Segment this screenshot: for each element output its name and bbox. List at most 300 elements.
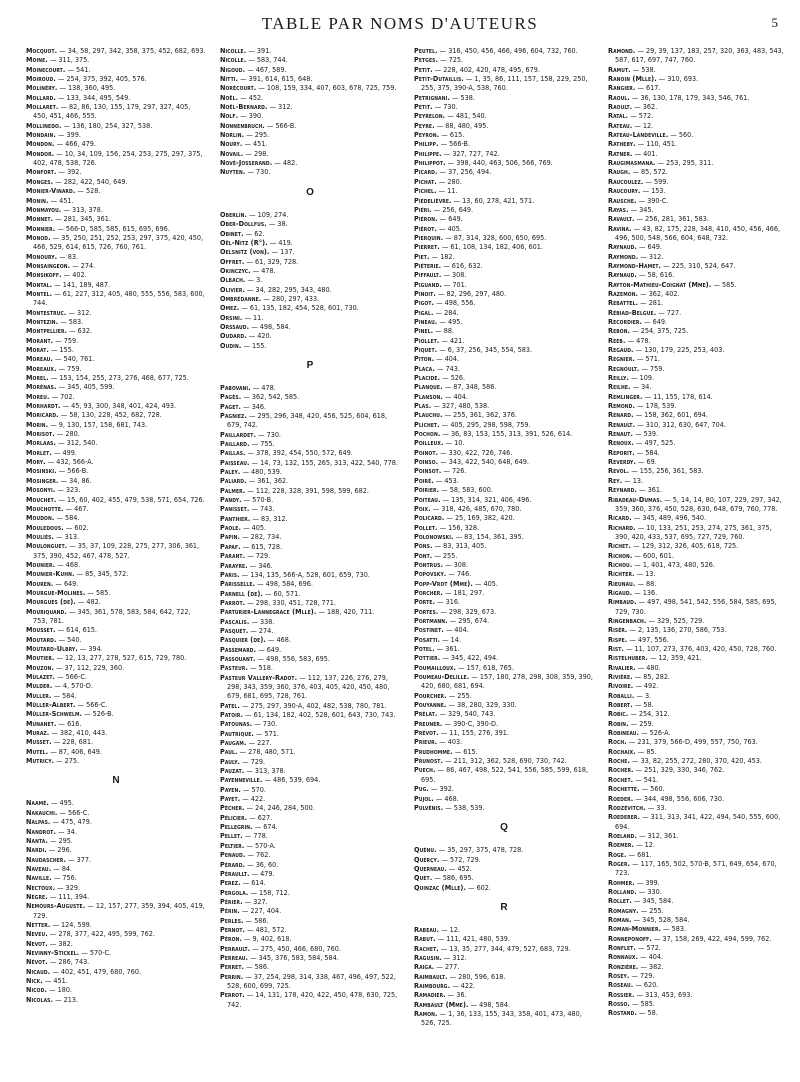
index-entry <box>608 850 788 859</box>
page-references: — 137. <box>269 247 295 257</box>
page-references: — 58, 583, 600. <box>439 485 493 495</box>
index-entry <box>414 925 594 934</box>
author-name: Raymond-Hamet. <box>608 260 662 270</box>
author-name: Pont. <box>414 550 433 560</box>
page-references: — 498, 556, 583, 695. <box>255 653 330 663</box>
author-name: Rivoire. <box>608 681 634 691</box>
index-entry <box>26 149 206 168</box>
author-name: Norécourt. <box>220 83 257 93</box>
page-references: — 743. <box>249 504 275 514</box>
author-name: Rabut. <box>414 934 436 944</box>
index-entry <box>26 798 206 807</box>
page-references: — 570-B. <box>241 495 274 505</box>
page-references: — 614. <box>240 878 266 888</box>
index-entry <box>414 121 594 130</box>
index-entry <box>608 429 788 438</box>
index-entry <box>608 308 788 317</box>
index-entry <box>26 855 206 864</box>
index-entry <box>26 845 206 854</box>
author-name: Petges. <box>414 55 439 65</box>
index-entry <box>26 901 206 920</box>
index-entry <box>220 990 400 1009</box>
page-references: — 60, 571. <box>262 588 301 598</box>
author-name: Porcher. <box>414 587 443 597</box>
page-references: — 572. <box>635 943 661 952</box>
page-references: — 158, 712. <box>248 887 290 897</box>
page-references: — 329, 525, 729. <box>646 615 705 625</box>
author-name: Nakauchi. <box>26 807 58 817</box>
index-entry <box>414 55 594 64</box>
page-references: — 362. <box>632 102 658 112</box>
author-name: Ragusin. <box>414 952 442 962</box>
author-name: Morlaas. <box>26 438 57 448</box>
index-entry <box>608 588 788 597</box>
index-entry <box>26 948 206 957</box>
author-name: Moine. <box>26 55 48 65</box>
index-entry <box>26 929 206 938</box>
index-entry <box>608 691 788 700</box>
page-references: — 570. <box>240 784 266 794</box>
author-name: Moutier. <box>26 653 55 663</box>
index-entry <box>26 224 206 233</box>
page-references: — 157, 180, 278, 298, 308, 359, 390, 420, 680, 681, 694. <box>421 672 593 691</box>
page-references: — 318, 426, 485, 670, 780. <box>430 503 522 513</box>
author-name: Raoult. <box>608 102 633 112</box>
page-references: — 480. <box>635 662 661 672</box>
page-references: — 112, 137, 226, 276, 279, 298, 343, 359, 360, 376, 403, 405, 420, 450, 480, 679, 681, 695, 728, 761. <box>227 672 390 701</box>
author-name: Mocquot. <box>26 46 58 55</box>
index-entry <box>414 653 594 662</box>
index-entry <box>608 382 788 391</box>
index-entry <box>608 111 788 120</box>
page-references: — 188, 420, 711. <box>316 607 375 617</box>
author-name: Morant. <box>26 335 54 345</box>
index-entry <box>608 990 788 999</box>
page-references: — 88. <box>433 326 455 336</box>
page-references: — 5, 14, 14, 80, 107, 229, 297, 342, 359, 360, 376, 450, 528, 630, 648, 679, 760, 778. <box>615 494 782 513</box>
index-entry <box>26 691 206 700</box>
page-references: — 649. <box>636 242 662 252</box>
page-references: — 584. <box>634 447 660 457</box>
index-entry <box>26 737 206 746</box>
author-name: Pons. <box>414 541 433 551</box>
author-name: Ricard. <box>608 513 632 523</box>
author-name: Perrot. <box>220 990 245 1000</box>
page-references: — 391, 614, 615, 648. <box>238 74 313 84</box>
page-references: — 468. <box>55 559 81 569</box>
index-entry <box>414 289 594 298</box>
page-references: — 495. <box>48 798 74 808</box>
author-name: Nevinny-Stickel. <box>26 947 80 957</box>
index-entry <box>414 46 594 55</box>
index-entry <box>608 65 788 74</box>
author-name: Ronzière. <box>608 961 639 971</box>
page-references: — 10, 34, 109, 156, 254, 253, 275, 297, 375, 402, 478, 538, 726. <box>33 148 203 168</box>
index-entry <box>414 663 594 672</box>
page-references: — 730. <box>256 429 281 439</box>
index-entry <box>414 532 594 541</box>
index-entry <box>414 625 594 634</box>
author-name: Popp-Vrot (Mme). <box>414 578 473 588</box>
author-name: Pineau. <box>414 316 438 326</box>
author-name: Mulazet. <box>26 672 56 682</box>
index-entry <box>414 485 594 494</box>
author-name: Piérot. <box>414 223 437 233</box>
page-references: — 566-C. <box>57 807 90 817</box>
page-references: — 295, 296, 348, 420, 456, 525, 604, 618, 679, 742. <box>227 411 388 430</box>
page-references: — 453. <box>433 475 459 485</box>
page-references: — 278, 480, 571. <box>237 747 296 757</box>
page-references: — 312. <box>66 307 92 317</box>
page-references: — 255. <box>638 905 664 915</box>
author-name: Montestruc. <box>26 307 67 317</box>
page-references: — 13, 60, 278, 421, 571. <box>451 195 535 205</box>
index-entry <box>608 840 788 849</box>
page-references: — 674. <box>252 822 278 832</box>
index-entry <box>220 607 400 616</box>
section-letter: O <box>306 186 314 198</box>
author-name: Moudon. <box>26 513 55 523</box>
author-name: Raucoury. <box>608 186 641 196</box>
index-entry <box>608 635 788 644</box>
page-references: — 310, 693. <box>656 74 699 84</box>
index-entry <box>608 317 788 326</box>
page-references: — 88, 480, 495. <box>434 120 489 130</box>
author-name: Rey. <box>608 475 623 485</box>
index-entry <box>414 981 594 990</box>
author-name: Rachet. <box>414 943 439 953</box>
page-references: — 451. <box>42 976 68 985</box>
index-entry <box>26 569 206 578</box>
author-name: Pontrus. <box>414 559 444 569</box>
author-name: Philipp. <box>414 139 439 149</box>
index-entry <box>414 438 594 447</box>
author-name: Muller. <box>26 690 52 700</box>
page-references: — 83, 154, 361, 395. <box>453 531 524 541</box>
page-references: — 310, 312, 630, 647, 704. <box>635 419 726 429</box>
author-name: Pautrique. <box>220 728 254 738</box>
index-entry <box>414 326 594 335</box>
page-references: — 343, 422, 540, 648, 649. <box>438 457 529 467</box>
author-name: Robert. <box>608 700 633 710</box>
author-name: Orssaud. <box>220 321 250 331</box>
page-references: — 528. <box>75 186 101 196</box>
index-entry <box>608 345 788 354</box>
index-entry <box>220 850 400 859</box>
page-references: — 275. <box>54 756 80 766</box>
author-name: Naamé. <box>26 798 49 808</box>
author-name: Müller-Schwelm. <box>26 709 83 719</box>
index-column-4 <box>608 46 788 1072</box>
author-name: Mosinger. <box>26 475 59 485</box>
index-entry <box>220 331 400 340</box>
index-entry <box>608 579 788 588</box>
index-entry <box>608 373 788 382</box>
page-references: — 308. <box>443 559 468 569</box>
index-entry <box>26 995 206 1004</box>
page-references: — 87, 314, 328, 600, 650, 695. <box>443 232 547 242</box>
page-references: — 158, 362, 601, 694. <box>633 410 708 420</box>
author-name: Pottier. <box>414 653 441 663</box>
index-entry <box>608 616 788 625</box>
page-references: — 136. <box>632 587 658 597</box>
author-name: Quénu. <box>414 845 437 855</box>
page-references: — 344, 498, 556, 606, 730. <box>633 793 725 803</box>
author-name: Mulder. <box>26 681 53 691</box>
author-name: Rostand. <box>608 1008 637 1018</box>
index-entry <box>608 934 788 943</box>
author-name: Polonowski. <box>414 531 454 541</box>
page-references: — 539. <box>633 429 658 439</box>
index-entry <box>608 906 788 915</box>
index-entry <box>220 55 400 64</box>
page-references: — 311, 313, 341, 422, 494, 540, 555, 600, 694. <box>615 812 781 831</box>
page-references: — 390. <box>238 111 264 121</box>
author-name: Perez. <box>220 878 241 888</box>
section-letter: R <box>500 901 508 913</box>
author-name: Rabeau. <box>414 924 440 934</box>
author-name: Roche. <box>608 756 630 766</box>
author-name: Monsikoff. <box>26 270 62 280</box>
page-references: — 111, 394. <box>47 891 90 901</box>
index-entry <box>26 681 206 690</box>
index-entry <box>608 896 788 905</box>
author-name: Roballi. <box>608 690 635 700</box>
author-name: Planson. <box>414 391 443 401</box>
index-entry <box>414 373 594 382</box>
page-references: — 178, 539. <box>635 401 677 411</box>
author-name: Poumailloux. <box>414 662 457 672</box>
author-name: Quet. <box>414 873 433 883</box>
index-entry <box>414 233 594 242</box>
page-references: — 227, 404. <box>239 906 282 916</box>
page-references: — 421. <box>439 335 465 345</box>
author-name: Pagniez. <box>220 411 247 420</box>
page-references: — 24, 246, 284, 500. <box>244 803 315 813</box>
page-references: — 36, 83, 153, 155, 313, 391, 526, 614. <box>440 429 573 439</box>
page-references: — 403. <box>437 737 463 747</box>
page-references: — 391. <box>246 46 272 55</box>
page-references: — 467, 589. <box>245 64 287 74</box>
author-name: Mounier-Kuhn. <box>26 569 75 579</box>
index-entry <box>220 467 400 476</box>
author-name: Rocher. <box>608 765 634 775</box>
page-references: — 153. <box>640 186 666 196</box>
author-name: Ramon. <box>414 1009 438 1018</box>
index-entry <box>608 737 788 746</box>
index-entry <box>414 691 594 700</box>
index-entry <box>220 906 400 915</box>
author-name: Mondon. <box>26 139 55 149</box>
index-entry <box>26 541 206 560</box>
page-references: — 482. <box>272 158 298 168</box>
author-name: Nemours-Auguste. <box>26 901 86 911</box>
author-name: Patounas. <box>220 719 253 729</box>
page-references: — 329. <box>55 882 81 892</box>
page-references: — 109. <box>629 373 655 383</box>
page-references: — 133, 344, 495, 549. <box>55 92 131 102</box>
index-entry <box>220 654 400 663</box>
page-references: — 84. <box>51 863 73 873</box>
page-references: — 572, 729. <box>439 854 481 864</box>
index-entry <box>414 953 594 962</box>
index-entry <box>220 598 400 607</box>
page-references: — 586, 695. <box>432 873 474 883</box>
page-references: — 10. <box>443 438 465 448</box>
author-name: Nicaud. <box>26 966 51 976</box>
author-name: Noël-Bernard. <box>220 102 268 112</box>
page-references: — 729. <box>629 971 655 981</box>
page-references: — 108, 159, 334, 407, 603, 678, 725, 759. <box>256 83 397 93</box>
author-name: Payen. <box>220 784 241 794</box>
page-references: — 432, 566-A. <box>45 457 94 467</box>
author-name: Noël. <box>220 92 239 102</box>
author-name: Nick. <box>26 976 43 985</box>
page-references: — 538. <box>449 92 475 102</box>
author-name: Raiga. <box>414 962 435 972</box>
page-references: — 295, 674. <box>447 615 490 625</box>
page-references: — 87, 348, 586. <box>442 382 497 392</box>
index-entry <box>608 915 788 924</box>
page-references: — 11, 155, 276, 391. <box>438 728 509 738</box>
page-references: — 451. <box>242 139 268 149</box>
index-entry <box>220 766 400 775</box>
index-entry <box>26 46 206 55</box>
page-references: — 13. <box>622 475 644 485</box>
author-name: Ratner. <box>608 148 633 158</box>
page-references: — 296. <box>46 845 72 855</box>
page-references: — 110, 451. <box>635 139 678 149</box>
page-references: — 155. <box>241 340 267 350</box>
index-entry <box>26 345 206 354</box>
author-name: Montal. <box>26 279 53 289</box>
index-entry <box>608 644 788 653</box>
index-entry <box>220 570 400 579</box>
index-entry <box>26 317 206 326</box>
index-entry <box>608 364 788 373</box>
author-name: Nuyten. <box>220 167 246 177</box>
index-entry <box>414 102 594 111</box>
page-references: — 12, 359, 421. <box>647 653 702 663</box>
index-entry <box>220 673 400 701</box>
author-name: Roman-Monnier. <box>608 924 662 934</box>
author-name: Musset. <box>26 737 52 747</box>
author-name: Piffault. <box>414 270 442 280</box>
author-name: Pujol. <box>414 793 434 803</box>
page-references: — 616, 632. <box>441 260 483 270</box>
author-name: Raoul. <box>608 92 630 102</box>
index-entry <box>220 645 400 654</box>
page-references: — 498, 556. <box>434 298 476 308</box>
index-entry <box>26 653 206 662</box>
section-letter: Q <box>500 822 508 834</box>
page-references: — 392. <box>56 167 82 177</box>
index-entry <box>220 504 400 513</box>
author-name: Postinet. <box>414 625 444 635</box>
page-references: — 540. <box>56 634 82 644</box>
index-entry <box>608 224 788 243</box>
index-entry <box>26 967 206 976</box>
author-name: Pierret. <box>414 242 440 252</box>
index-entry <box>414 864 594 873</box>
page-references: — 402. <box>61 270 87 280</box>
page-references: — 538. <box>630 64 656 74</box>
index-entry <box>414 308 594 317</box>
index-column-3 <box>414 46 594 1072</box>
index-entry <box>220 313 400 322</box>
page-references: — 404. <box>638 952 664 962</box>
author-name: Paley. <box>220 467 241 477</box>
page-references: — 124, 599. <box>50 919 92 929</box>
index-entry <box>26 130 206 139</box>
author-name: Papin. <box>220 532 241 542</box>
author-name: Pélicier. <box>220 812 248 822</box>
index-entry <box>608 270 788 279</box>
index-entry <box>414 551 594 560</box>
index-entry <box>414 167 594 176</box>
page-references: — 730. <box>252 719 278 729</box>
index-entry <box>220 944 400 953</box>
page-references: — 420. <box>246 331 272 341</box>
author-name: Revol. <box>608 466 630 476</box>
section-letter: N <box>112 775 120 787</box>
index-entry <box>414 607 594 616</box>
index-entry <box>414 242 594 251</box>
page-references: — 498, 584. <box>468 999 510 1009</box>
page-references: — 274. <box>248 625 274 635</box>
index-entry <box>26 121 206 130</box>
page-references: — 141, 189, 487. <box>52 279 111 289</box>
author-name: Moreu. <box>26 391 50 401</box>
author-name: Munanet. <box>26 718 57 728</box>
page-references: — 571. <box>634 354 660 364</box>
page-references: — 254, 375, 725. <box>630 326 688 336</box>
index-entry <box>414 709 594 718</box>
index-entry <box>414 1000 594 1009</box>
index-entry <box>414 845 594 854</box>
index-entry <box>414 205 594 214</box>
page-references: — 280. <box>54 429 80 439</box>
index-entry <box>608 401 788 410</box>
page-references: — 138, 360, 495. <box>57 83 116 93</box>
author-name: Pécher. <box>220 803 245 813</box>
index-entry <box>608 775 788 784</box>
page-references: — 330. <box>636 886 662 896</box>
index-entry <box>608 700 788 709</box>
index-entry <box>26 177 206 186</box>
author-name: Netter. <box>26 919 51 929</box>
index-entry <box>220 775 400 784</box>
index-entry <box>220 514 400 523</box>
index-entry <box>608 859 788 878</box>
index-entry <box>608 523 788 542</box>
page-references: — 402, 451, 479, 680, 760. <box>50 966 142 976</box>
index-entry <box>26 336 206 345</box>
page-references: — 36. <box>445 990 467 1000</box>
page-references: — 111, 421, 480, 539. <box>435 934 510 944</box>
page-references: — 256, 649. <box>431 204 474 214</box>
author-name: Piquet. <box>414 345 438 354</box>
page-references: — 585. <box>629 999 655 1009</box>
index-entry <box>414 149 594 158</box>
author-name: Petrignani. <box>414 92 450 102</box>
author-name: Nardi. <box>26 845 47 855</box>
page-references: — 14, 73, 132, 155, 265, 313, 422, 540, 778. <box>249 457 398 467</box>
author-name: Pierquin. <box>414 232 444 242</box>
index-entry <box>220 448 400 457</box>
index-entry <box>26 597 206 606</box>
index-entry <box>414 65 594 74</box>
